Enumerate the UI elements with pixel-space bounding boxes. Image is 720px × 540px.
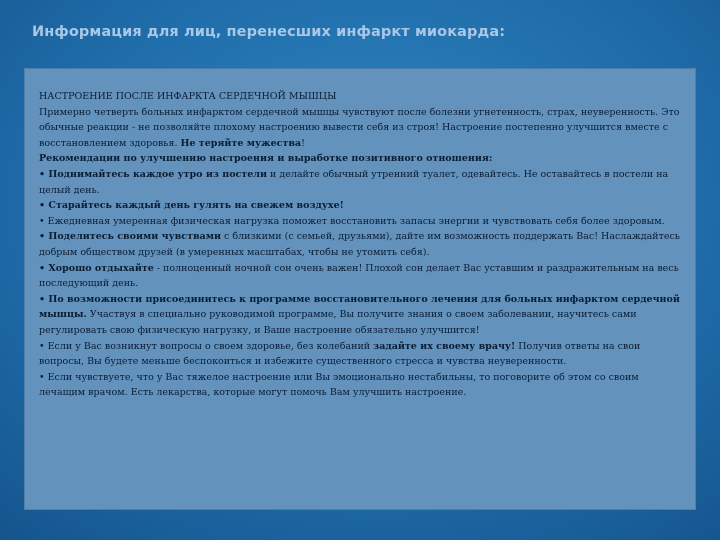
- list-item-1-bold: • Поднимайтесь каждое утро из постели: [39, 168, 267, 180]
- list-item-7-text-a: • Если у Вас возникнут вопросы о своем здоровье, без колебаний: [39, 340, 374, 352]
- list-item-6-bold: • По возможности присоединитесь к программе восстановительного лечения для больных инфарктом сердечной мышцы.: [39, 293, 680, 321]
- list-item-5-bold: • Хорошо отдыхайте: [39, 262, 154, 274]
- list-item-5: [39, 261, 685, 292]
- intro-emphasis: Не теряйте мужества: [180, 137, 302, 149]
- list-item-4-text: с близкими (с семьей, друзьями), дайте им возможность поддержать Вас! Наслаждайтесь добрым обществом друзей (в умеренных масштабах, чтобы не утомить себя).: [39, 231, 680, 258]
- list-item-7-bold: задайте их своему врачу!: [373, 340, 516, 352]
- content-text: [39, 89, 685, 401]
- list-item-5-text: - полноценный ночной сон очень важен! Плохой сон делает Вас уставшим и раздражительным на весь последующий день.: [39, 262, 679, 290]
- intro-end: !: [301, 137, 305, 149]
- list-item-6: [39, 292, 685, 339]
- section-heading: НАСТРОЕНИЕ ПОСЛЕ ИНФАРКТА СЕРДЕЧНОЙ МЫШЦЫ: [39, 91, 337, 102]
- list-item-8: • Если чувствуете, что у Вас тяжелое настроение или Вы эмоционально нестабильны, то поговорите об этом со своим лечащим врачом. Есть лекарства, которые могут помочь Вам улучшить настроение.: [39, 371, 639, 399]
- list-item-4: [39, 229, 685, 260]
- list-item-6-text: Участвуя в специально руководимой программе, Вы получите знания о своем заболевании, научитесь сами регулировать свою физическую нагрузку, и Ваше настроение обязательно улучшится!: [39, 309, 637, 336]
- list-item-7-text-b: Получив ответы на свои вопросы, Вы будете меньше беспокоиться и избежите существенного стресса и чувства неуверенности.: [39, 340, 641, 368]
- list-item-1: [39, 167, 685, 198]
- intro-text: Примерно четверть больных инфарктом сердечной мышцы чувствуют после болезни угнетенность, страх, неуверенность. Это обычные реакции - не позволяйте плохому настроению вывести себя из строя! Настроение постепенно улучшится вместе с восстановлением здоровья.: [39, 106, 680, 149]
- list-item-4-bold: • Поделитесь своими чувствами: [39, 231, 222, 243]
- slide-title: Информация для лиц, перенесших инфаркт миокарда:: [32, 24, 506, 40]
- content-panel: [24, 68, 696, 510]
- list-item-3: • Ежедневная умеренная физическая нагрузка поможет восстановить запасы энергии и чувствовать себя более здоровым.: [39, 215, 665, 227]
- list-item-2: • Старайтесь каждый день гулять на свежем воздухе!: [39, 200, 344, 212]
- recommendations-heading: Рекомендации по улучшению настроения и выработке позитивного отношения:: [39, 153, 493, 165]
- list-item-1-text: и делайте обычный утренний туалет, одевайтесь. Не оставайтесь в постели на целый день.: [39, 168, 669, 196]
- list-item-7: [39, 339, 685, 370]
- intro-paragraph: [39, 105, 685, 152]
